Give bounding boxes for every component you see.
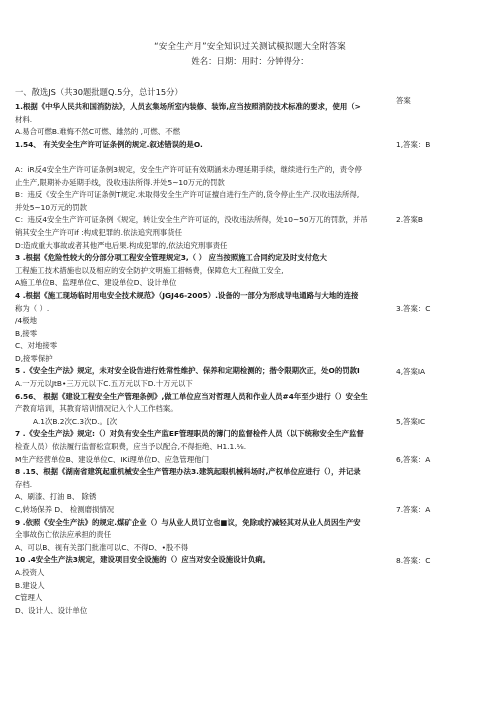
question-line [15, 151, 393, 164]
question-line: 9 .依照《安全生产法》的规定.煤矿企业（）与从业人员订立也■议，免除或拧减轻其对从业人员因生产安 [15, 517, 361, 527]
candidate-info-line: 姓名：日期：用时：分钟得分： [191, 56, 309, 66]
document-title: “安全生产月”安全知识过关测试模拟题大全附答案 [154, 42, 346, 52]
question-line: M生产经营单位B、建设单位C、IKi理单位D、应急管理他门 [15, 454, 209, 464]
question-line: C管理人 [15, 593, 43, 603]
answer-key-item: 6,答案：A [396, 454, 431, 464]
question-line: 止生产,限期补办延期手线，没收违法所得.并处5~10万元的罚款 [15, 177, 225, 187]
question-line: C、对地接零 [15, 341, 58, 351]
question-line: 8 .15、根据《湖南省建筑起重机械安全生产管理办法3.建筑起眼机械科场时,产权单位应进行（），并记录 [15, 467, 361, 477]
question-line: B,接零 [15, 328, 38, 338]
question-line: 1.54、 有关安全生产许可证条例的规定.叙述错误的是O. [15, 139, 203, 149]
question-line: A施工单位B、监理单位C、建设单位D、设计单位 [15, 278, 177, 288]
question-line: 4 .根据《施工现场临时用电安全技术规范》（JGJ46-2005）.设备的一部分为形成导电通路与大地的连接 [15, 290, 359, 300]
question-line: 存档. [15, 479, 33, 489]
answer-key-item: 1,答案：B [396, 139, 431, 149]
answer-key-item: 2.答案B [396, 215, 423, 225]
answer-key-item: 5,答案IC [396, 417, 426, 426]
question-line: D,接零保护 [15, 353, 53, 363]
question-line: /4极地 [15, 316, 37, 326]
question-line: 销其安全生产许可if :构成犯罪的.依法追究刑事货任 [15, 227, 183, 237]
question-line: 检查人员）依法履行监督松宣职费，应当予以配合,不得拒绝、H1.1.⅛. [15, 442, 247, 452]
question-line: B：违反《安全生产许可证条例T规定.未取得安全生产许可证擅自进行生产的,货令停止生产.汉收违法所得, [15, 190, 360, 200]
question-list [15, 101, 393, 617]
question-line: 7 .《安全生产法》规定:（）对负有安全生产监EF管理职员的簿门的监督检件人员（以下统称安全生产监督 [15, 429, 364, 439]
question-line: A、刷漆、打油 B、 除锈 [15, 492, 97, 502]
question-line: A.一万元以JtB•三万元以下C.五万元以下D.十万元以下 [15, 379, 193, 389]
answer-key-item: 4,答案IA [396, 366, 426, 376]
answer-key-item: 7.答案：A [396, 505, 431, 515]
question-line: 称为（ ）. [15, 303, 50, 313]
answer-column-header: 答案 [396, 96, 411, 105]
question-line: B.建设人 [15, 580, 45, 590]
question-line: 3 .根据《危险性较大的分部分项工程安全管理规定3,（ ） 应当按照施工合同约定及时支付危大 [15, 253, 327, 263]
question-line: D、设计人、设计单位 [15, 605, 88, 615]
question-line: A、可以B、视有关部门批准可以C、不得D、•股不得 [15, 542, 189, 552]
question-line: 5 .《安全生产法》规定，未对安全设告进行姓常性维护、保养和定期检测的；揩令限期次正，处O的罚款I [15, 366, 360, 376]
question-line: A.1次B.2次C.3次D.。[次 [33, 416, 118, 426]
question-line: 全事故伤亡依法应承担的责任 [15, 530, 112, 540]
section-heading: 一、散选JS（共30题批题Q.5分，总计15分） [15, 87, 183, 97]
answer-key-item: 8.答案：C [396, 555, 431, 565]
question-line: 并处5~10万元的罚款 [15, 202, 88, 212]
question-line: 工程施工技术措施也以及相应的安全防护文明施工措畅费，保障危大工程做工安全, [15, 265, 284, 275]
question-line: 10 .4安全生产法3规定，建设项目安全设施的（）应当对安全设施设计负痢。 [15, 555, 271, 565]
question-line: D:造成重大事故或者其他严电后果.构成犯罪的,依法追究刑事责任 [15, 240, 228, 250]
question-line: C：违反4安全生产许可证条例《规定，转让安全生产许可证的，没收违法所得，处10~50万兀的罚款，并吊 [15, 215, 368, 225]
question-line: 材料. [15, 114, 33, 124]
question-line: C,转场保养 D、 检测磨损情况 [15, 505, 115, 514]
question-line: 1.根据《中华人民共和国消防法》，人员玄集场所室内装修、装饰,应当按照消防技术标准的要求，使用（> [15, 102, 361, 111]
answer-key-item: 3.答案：C [396, 303, 431, 313]
question-line: A：iR反4安全生产许可证条例3规定，安全生产许可证有效期涵未办理延期手续，继续进行生产的，责令停 [15, 164, 362, 174]
question-line: A.易合可燃B.难悔不然C可燃、雄然的 ,可燃、不燃 [15, 127, 180, 137]
question-line: 产教育培训，其教育培训情况记入个人工作档案。 [15, 404, 178, 414]
question-line: 6.56、 根据《建设工程安全生产管理条例》,做工单位应当对哲理人员和作业人员#4年至少进行（）安全生 [15, 391, 368, 401]
question-line: A.投资人 [15, 567, 45, 577]
